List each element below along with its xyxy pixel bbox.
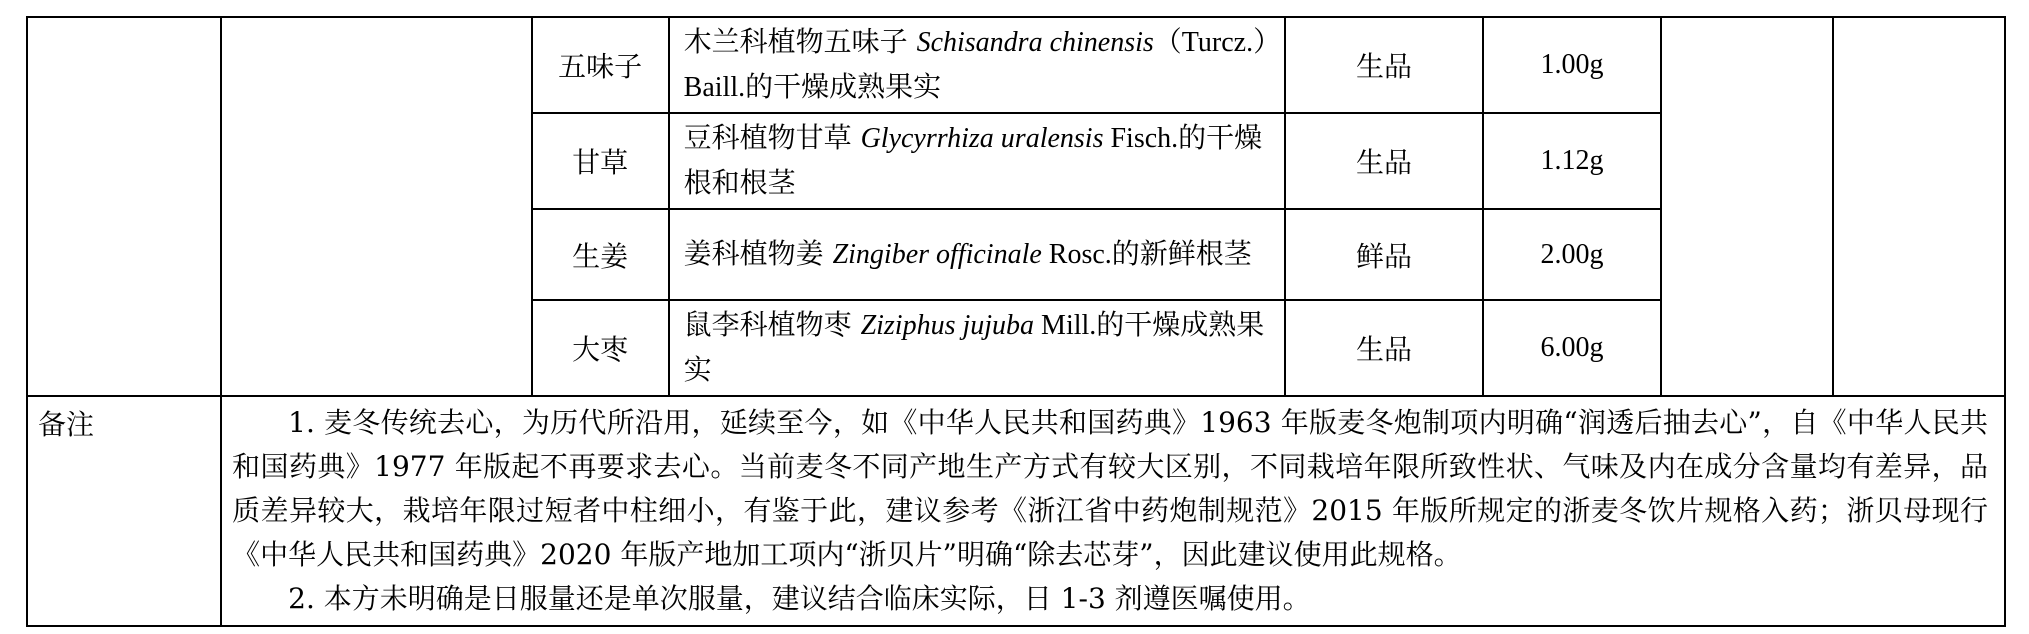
herb-processing: 生品: [1285, 17, 1482, 113]
herb-processing: 生品: [1285, 300, 1482, 396]
herb-processing: 生品: [1285, 113, 1482, 209]
empty-cell-extra: [1833, 17, 2005, 396]
herb-origin: [669, 113, 1286, 209]
latin-name: Zingiber officinale: [832, 239, 1042, 270]
empty-cell-category: [27, 17, 221, 396]
remark-paragraph-1: 1. 麦冬传统去心，为历代所沿用，延续至今，如《中华人民共和国药典》1963 年版麦冬炮制项内明确“润透后抽去心”，自《中华人民共和国药典》1977 年版起不再要求去心。当前麦冬不同产地生产方式有较大区别，不同栽培年限所致性状、气味及内在成分含量均有差异，品质差异较大，栽培年限过短者中柱细小，有鉴于此，建议参考《浙江省中药炮制规范》2015 年版所规定的浙麦冬饮片规格入药；浙贝母现行《中华人民共和国药典》2020 年版产地加工项内“浙贝片”明确“除去芯芽”，因此建议使用此规格。: [232, 406, 1988, 571]
herb-processing: 鲜品: [1285, 209, 1482, 300]
herb-origin: [669, 209, 1286, 300]
latin-name: Ziziphus jujuba: [860, 310, 1035, 341]
herb-dose: 6.00g: [1483, 300, 1662, 396]
herb-name: 生姜: [532, 209, 669, 300]
remarks-label: 备注: [27, 396, 221, 626]
herb-formula-table: [26, 16, 2006, 627]
remark-paragraph-2: 2. 本方未明确是日服量还是单次服量，建议结合临床实际，日 1-3 剂遵医嘱使用。: [288, 582, 1311, 615]
origin-text: 姜科植物姜: [683, 237, 833, 270]
herb-row-wuweizi: [27, 17, 2005, 113]
herb-name: 甘草: [532, 113, 669, 209]
herb-dose: 1.00g: [1483, 17, 1662, 113]
origin-text: Rosc.的新鲜根茎: [1041, 239, 1252, 270]
latin-name: Schisandra chinensis: [916, 27, 1154, 58]
origin-text: （Turcz.）Baill.的干燥成熟果实: [683, 27, 1268, 103]
herb-dose: 2.00g: [1483, 209, 1662, 300]
herb-name: 五味子: [532, 17, 669, 113]
herb-origin: [669, 300, 1286, 396]
origin-text: 鼠李科植物枣: [683, 308, 861, 341]
origin-text: Fisch.的干燥根和根茎: [683, 123, 1263, 199]
remarks-body: [221, 396, 2005, 626]
origin-text: 木兰科植物五味子: [683, 25, 917, 58]
empty-cell-note: [1661, 17, 1832, 396]
herb-name: 大枣: [532, 300, 669, 396]
herb-dose: 1.12g: [1483, 113, 1662, 209]
empty-cell-formula: [221, 17, 531, 396]
origin-text: Mill.的干燥成熟果实: [683, 310, 1265, 386]
remarks-row: [27, 396, 2005, 626]
latin-name: Glycyrrhiza uralensis: [860, 123, 1104, 154]
origin-text: 豆科植物甘草: [683, 121, 861, 154]
herb-origin: [669, 17, 1286, 113]
